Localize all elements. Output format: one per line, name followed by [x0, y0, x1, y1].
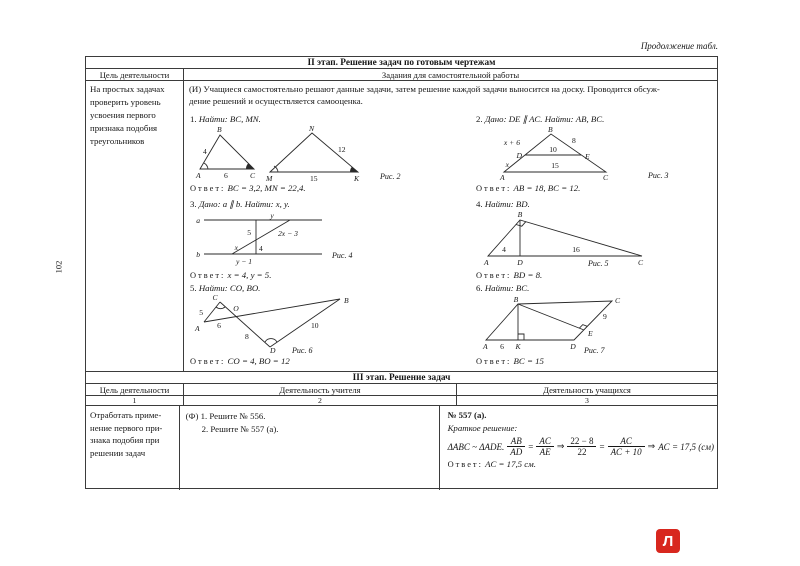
figure-caption: Рис. 7 [584, 346, 605, 354]
problem-4-answer [476, 270, 542, 280]
fig-label: K [354, 174, 360, 182]
column-number: 3 [585, 396, 589, 405]
goal-line: проверить уровень [90, 97, 161, 107]
stage3-header-row [86, 384, 717, 396]
figure-ris-7 [476, 294, 714, 354]
fig-label: 4 [203, 147, 207, 156]
stage3-student-cell [440, 406, 717, 490]
problem-task: Найти: BC. [484, 283, 530, 293]
answer-label: Ответ: [447, 460, 483, 469]
fig-label: 2x − 3 [278, 229, 298, 238]
goal-line: нение первого при- [90, 422, 163, 433]
answer-label: Ответ: [190, 271, 226, 280]
stage2-title: II этап. Решение задач по готовым чертежам [307, 57, 496, 68]
answer-value: CO = 4, BO = 12 [227, 356, 290, 366]
goal-line: усвоения первого [90, 110, 156, 120]
fig-label: 5 [247, 228, 251, 237]
fig-label: A [484, 258, 489, 267]
solution-label: Краткое решение: [447, 423, 518, 433]
goal-line: признака подобия [90, 123, 158, 133]
fig-label: 5 [199, 308, 203, 317]
answer-value: BD = 8. [513, 270, 543, 280]
teacher-line: (Ф) 1. Решите № 556. [185, 411, 266, 421]
implies-sign: ⇒ [556, 441, 565, 451]
fig-label: A [196, 171, 201, 180]
answer-value: AB = 18, BC = 12. [513, 183, 581, 193]
goal-line: На простых задачах [90, 84, 165, 94]
stage2-col-tasks: Задания для самостоятельной работы [381, 69, 520, 80]
problem-2-title [476, 113, 714, 125]
stage2-title-row [86, 57, 717, 69]
fig-label: x + 6 [503, 138, 520, 147]
fig-label: 9 [603, 312, 607, 321]
stage3-number-row [86, 396, 717, 406]
answer-label: Ответ: [476, 184, 512, 193]
figure-caption: Рис. 4 [332, 251, 353, 260]
fig-label: 6 [217, 321, 221, 330]
page-number: 102 [53, 260, 64, 274]
figure-ris-4 [190, 210, 472, 267]
figure-ris-6 [190, 294, 472, 354]
student-answer [448, 459, 717, 469]
fig-label: 15 [310, 174, 318, 182]
problem-number: 4. [476, 199, 483, 209]
stage2-header-row [86, 69, 717, 81]
problem-1-title [190, 113, 472, 125]
answer-label: Ответ: [190, 184, 226, 193]
stage3-col-teacher: Деятельность учителя [184, 384, 457, 395]
fig-label: y [270, 211, 274, 220]
problem-3 [190, 198, 472, 280]
fig-label: C [603, 173, 609, 182]
problem-number: 1. [190, 114, 197, 124]
fig-label: D [570, 342, 576, 351]
stage3-body [86, 406, 717, 490]
fig-label: 8 [572, 136, 576, 145]
fig-label: 16 [572, 245, 580, 254]
fig-label: A [195, 324, 200, 333]
fig-label: B [513, 295, 519, 304]
fig-label: B [344, 296, 349, 305]
fig-label: b [196, 250, 200, 259]
fig-label: B [548, 125, 553, 134]
problem-5-title [190, 282, 472, 294]
problem-number: 6. [476, 283, 483, 293]
similarity-statement: ΔABC ~ ΔADE. [447, 441, 505, 452]
answer-label: Ответ: [190, 357, 226, 366]
fig-label: 6 [500, 342, 504, 351]
answer-value: x = 4, y = 5. [227, 270, 272, 280]
stage3-col-goal: Цель деятельности [86, 384, 184, 395]
problem-6-answer [476, 356, 544, 366]
fig-label: C [638, 258, 644, 267]
intro-line: дение решений и осуществляется самооценка. [189, 96, 363, 106]
stage2-goal-cell [86, 81, 184, 371]
fig-label: A [500, 173, 505, 182]
fig-label: A [483, 342, 488, 351]
fig-label: N [309, 125, 315, 133]
fig-label: B [217, 125, 222, 134]
fig-label: 6 [224, 171, 228, 180]
solution-formula [448, 436, 717, 457]
figure-ris-2 [190, 125, 472, 182]
fig-label: D [270, 346, 276, 354]
fig-label: D [516, 151, 522, 160]
answer-label: Ответ: [476, 271, 512, 280]
fraction: $\frac{22 - 8}{22}$ [567, 436, 596, 457]
fig-label: x [234, 243, 238, 252]
problem-2 [476, 113, 714, 193]
problem-4-title [476, 198, 714, 210]
intro-line: (И) Учащиеся самостоятельно решают данные задачи, затем решение каждой задачи выносится на доску. Проводится обсуж- [189, 84, 660, 94]
fig-label: C [250, 171, 256, 180]
labirint-logo: Л [656, 529, 680, 553]
problem-4 [476, 198, 714, 280]
problem-task: Дано: DE ∥ AC. Найти: AB, BC. [484, 114, 605, 124]
fig-label: E [585, 152, 590, 161]
teacher-line: 2. Решите № 557 (а). [201, 423, 279, 434]
column-number: 1 [86, 396, 184, 405]
stage3-col-students: Деятельность учащихся [543, 384, 631, 395]
stage2-tasks-cell [184, 81, 717, 371]
fig-label: C [212, 294, 218, 302]
goal-line: Отработать приме- [90, 410, 162, 420]
problem-6 [476, 282, 714, 366]
fraction: $\frac{AC}{AE}$ [536, 436, 554, 457]
problem-5-answer [190, 356, 290, 366]
tasks-intro [189, 83, 715, 107]
problem-task: Найти: BC, MN. [198, 114, 261, 124]
fig-label: a [196, 216, 200, 225]
fig-label: B [517, 210, 523, 219]
figure-ris-5 [476, 210, 714, 268]
fig-label: C [615, 296, 621, 305]
figure-caption: Рис. 5 [588, 259, 609, 268]
problem-number: 2. [476, 114, 483, 124]
goal-line: знака подобия при [90, 435, 160, 445]
fig-label: 4 [259, 244, 263, 253]
figure-caption: Рис. 3 [648, 171, 669, 180]
lesson-plan-table [85, 56, 718, 489]
fig-label: 4 [502, 245, 506, 254]
problem-2-answer [476, 183, 580, 193]
stage3-teacher-cell [180, 406, 440, 490]
fig-label: 10 [549, 145, 557, 154]
fig-label: 15 [551, 161, 559, 170]
fig-label: D [517, 258, 523, 267]
goal-line: решении задач [90, 447, 146, 458]
equals-sign: = [599, 441, 605, 452]
fraction: $\frac{AC}{AC + 10}$ [608, 436, 645, 457]
problem-task: Найти: CO, BO. [198, 283, 261, 293]
problem-number: 3. [190, 199, 197, 209]
fig-label: O [233, 304, 239, 313]
problem-1 [190, 113, 472, 193]
goal-line: треугольников [90, 136, 145, 146]
problem-task: Дано: a ∥ b. Найти: x, y. [198, 199, 290, 209]
column-number: 2 [184, 396, 457, 405]
answer-label: Ответ: [476, 357, 512, 366]
answer-value: BC = 3,2, MN = 22,4. [227, 183, 306, 193]
stage3-title-row [86, 372, 717, 384]
figure-ris-3 [476, 125, 714, 182]
result-value: AC = 17,5 (см) [658, 441, 714, 452]
figure-caption: Рис. 2 [380, 172, 401, 181]
problem-number: 5. [190, 283, 197, 293]
fig-label: K [515, 342, 521, 351]
stage3-goal-cell [86, 406, 180, 490]
fig-label: y − 1 [235, 257, 253, 266]
implies-sign: ⇒ [647, 441, 656, 451]
fig-label: x [505, 160, 509, 169]
student-task-number: № 557 (а). [447, 410, 487, 420]
continuation-note: Продолжение табл. [640, 41, 718, 51]
problem-1-answer [190, 183, 306, 193]
stage2-col-goal: Цель деятельности [86, 69, 184, 80]
figure-caption: Рис. 6 [292, 346, 313, 354]
fig-label: 8 [245, 332, 249, 341]
equals-sign: = [528, 441, 534, 452]
stage3-title: III этап. Решение задач [352, 372, 451, 383]
problem-3-answer [190, 270, 271, 280]
fraction: $\frac{AB}{AD}$ [507, 436, 525, 457]
fig-label: E [588, 329, 593, 338]
problem-6-title [476, 282, 714, 294]
stage2-body [86, 81, 717, 372]
problem-3-title [190, 198, 472, 210]
problem-task: Найти: BD. [484, 199, 530, 209]
answer-value: AC = 17,5 см. [485, 459, 536, 469]
fig-label: 12 [338, 145, 346, 154]
fig-label: M [266, 174, 273, 182]
problem-5 [190, 282, 472, 366]
answer-value: BC = 15 [513, 356, 544, 366]
fig-label: 10 [311, 321, 319, 330]
